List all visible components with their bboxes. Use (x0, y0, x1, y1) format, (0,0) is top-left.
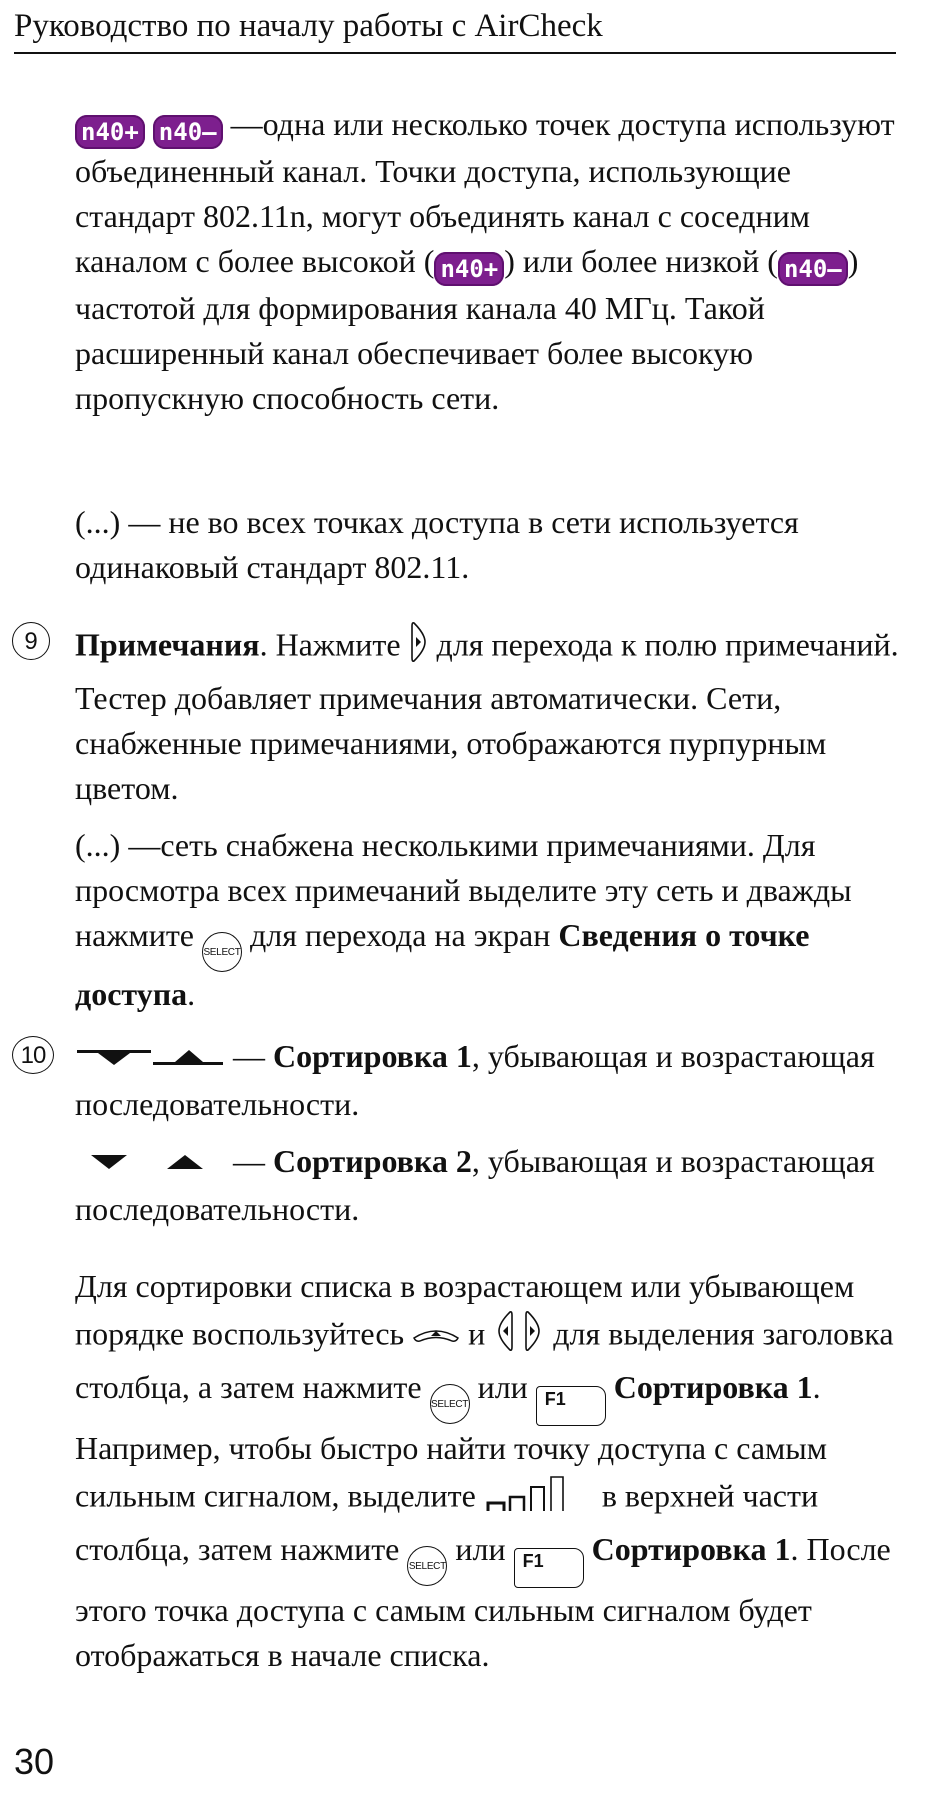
n40-text-1: —одна или несколько точек доступа используют объединенный канал. Точки доступа, использующие стандарт 802.11n, могут объединять канал с соседним каналом с более высокой ( (75, 106, 895, 279)
sort-howto-text-7: или (447, 1531, 514, 1568)
sort-2-arrows-icon (75, 1142, 225, 1187)
n40-plus-badge-icon: n40+ (434, 252, 504, 286)
n40-text-3: ) частотой для формирования канала 40 МГц. Такой расширенный канал обеспечивает более высокую пропускную способность сети. (75, 243, 859, 416)
sorting-section (75, 1034, 905, 1678)
notes-text-5: . (187, 976, 196, 1012)
sort-1-ref-1: Сортировка 1 (605, 1369, 813, 1406)
mixed-standard-description (75, 500, 905, 590)
sort-howto-text-4: или (469, 1369, 536, 1406)
signal-strength-icon (484, 1471, 594, 1527)
notes-section (75, 620, 905, 1017)
n40-minus-badge-icon: n40– (778, 252, 848, 286)
item-number-9: 9 (12, 622, 50, 660)
sort-2-label: Сортировка 2 (273, 1143, 472, 1180)
sort-howto-text-5: . Например, чтобы быстро найти точку доступа с самым сильным сигналом, выделите (75, 1369, 828, 1514)
page-number: 30 (14, 1741, 55, 1782)
sort-1-text-1: — (225, 1038, 273, 1074)
n40-description (75, 102, 905, 421)
sort-1-text-2: , убывающая и возрастающая последовательности. (75, 1038, 875, 1123)
notes-text-2: для перехода к полю примечаний. Тестер добавляет примечания автоматически. Сети, снабженные примечаниями, отображаются пурпурным цветом. (75, 626, 899, 806)
f1-key-icon: F1 (514, 1548, 584, 1588)
notes-heading: Примечания (75, 626, 260, 663)
notes-text-1: . Нажмите (259, 626, 409, 663)
sort-howto-text-6: в верхней части столбца, затем нажмите (75, 1477, 819, 1568)
select-button-icon: SELECT (202, 932, 242, 972)
ap-details-screen-label: Сведения о точке доступа (75, 917, 810, 1012)
n40-plus-badge-icon: n40+ (75, 115, 145, 149)
n40-minus-badge-icon: n40– (153, 115, 223, 149)
sort-howto-text-3: для выделения заголовка столбца, а затем нажмите (75, 1315, 894, 1406)
sort-1-arrows-icon (75, 1037, 225, 1082)
sort-howto-text-2: и (460, 1315, 494, 1352)
header-title: Руководство по началу работы с AirCheck (14, 8, 603, 44)
notes-text-4: для перехода на экран (242, 917, 559, 953)
f1-key-icon: F1 (536, 1386, 606, 1426)
page-header (14, 6, 896, 54)
right-arrow-key-icon (409, 620, 429, 676)
item-number-10: 10 (12, 1036, 54, 1074)
n40-text-2: ) или более низкой ( (504, 243, 778, 279)
sort-2-text-1: — (225, 1143, 273, 1180)
sort-1-ref-2: Сортировка 1 (583, 1531, 791, 1568)
right-arrow-key-icon (523, 1309, 545, 1365)
left-arrow-key-icon (493, 1309, 515, 1365)
up-arrow-key-icon (412, 1315, 460, 1360)
sort-howto-text-1: Для сортировки списка в возрастающем или убывающем порядке воспользуйтесь (75, 1268, 855, 1352)
sort-howto-text-8: . После этого точка доступа с самым сильным сигналом будет отображаться в начале списка. (75, 1531, 891, 1674)
sort-2-text-2: , убывающая и возрастающая последовательности. (75, 1143, 875, 1228)
sort-1-label: Сортировка 1 (273, 1038, 472, 1074)
notes-text-3: (...) —сеть снабжена несколькими примечаниями. Для просмотра всех примечаний выделите эту сеть и дважды нажмите (75, 827, 852, 953)
select-button-icon: SELECT (430, 1384, 470, 1424)
select-button-icon: SELECT (407, 1546, 447, 1586)
mixed-standard-text: (...) — не во всех точках доступа в сети используется одинаковый стандарт 802.11. (75, 504, 799, 585)
